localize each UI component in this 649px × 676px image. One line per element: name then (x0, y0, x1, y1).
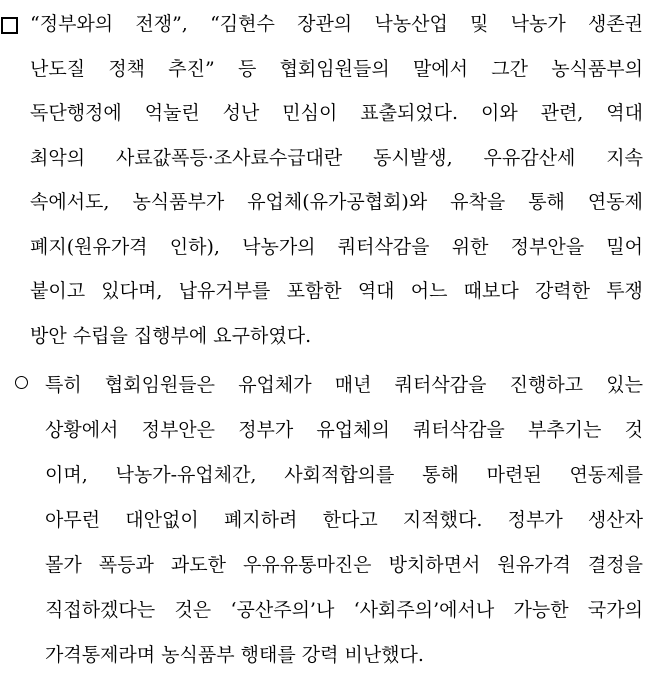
word: 통해 (528, 191, 565, 213)
paragraph2-line (45, 509, 643, 531)
word: 인하), (169, 235, 220, 258)
paragraph1-line (30, 58, 643, 80)
word: 농식품부가 (132, 191, 225, 213)
word: 성난 (222, 102, 260, 124)
word: 때보다 (463, 280, 519, 302)
word: 전쟁”, (135, 13, 188, 35)
word: 붙이고 (30, 280, 86, 302)
word: 유업체가 (238, 374, 312, 396)
word: 표출되었다. (360, 102, 459, 124)
paragraph2-line (45, 464, 643, 486)
word: 등 (237, 57, 257, 80)
word: 및 (470, 13, 489, 35)
paragraph1-line (30, 147, 643, 169)
word: 생산자 (587, 509, 643, 531)
word: 협회임원들은 (104, 374, 216, 396)
paragraph2-line (45, 419, 643, 441)
word: 위한 (451, 235, 489, 258)
word: “김현수 (210, 13, 275, 35)
word: 지적했다. (402, 509, 483, 531)
word: 국가의 (587, 599, 643, 621)
paragraph1-line (30, 102, 643, 124)
word: 대안없이 (125, 509, 199, 531)
word: 폐지(원유가격 (30, 235, 148, 258)
word: 과도한 (170, 554, 226, 576)
word: 상황에서 (45, 419, 119, 441)
word: 한다고 (322, 509, 378, 531)
word: 것 (624, 419, 643, 441)
paragraph2-line (45, 599, 643, 621)
word: 포함한 (286, 280, 342, 302)
word: 지속 (606, 146, 643, 169)
square-bullet-icon (1, 17, 18, 34)
word: 정부가 (238, 419, 294, 441)
word: 정부안을 (510, 235, 585, 258)
word: 생존권 (587, 13, 643, 35)
word: 사회적합의를 (284, 464, 395, 486)
word: 정책 (108, 57, 146, 80)
word: 밀어 (606, 235, 643, 258)
word: 정부가 (507, 509, 563, 531)
word: 협회임원들의 (279, 57, 390, 80)
word: 농식품부의 (551, 57, 643, 80)
word: 낙농산업 (374, 13, 448, 35)
word: 아무런 (45, 509, 101, 531)
word: 유업체의 (316, 419, 390, 441)
paragraph1-line (30, 280, 643, 302)
word: 억눌린 (144, 102, 200, 124)
word: 우유유통마진은 (243, 554, 372, 576)
paragraph1-line (30, 191, 643, 213)
word: 이와 (480, 102, 518, 124)
word: 낙농가-유업체간, (115, 464, 257, 486)
word: 그간 (491, 57, 528, 80)
word: 진행하고 (509, 374, 584, 396)
word: 쿼터삭감을 (337, 235, 430, 258)
paragraph2-line: 가격통제라며 농식품부 행태를 강력 비난했다. (45, 644, 424, 666)
word: 매년 (334, 374, 372, 396)
word: 강력한 (534, 280, 590, 302)
word: 말에서 (412, 57, 468, 80)
word: 가능한 (513, 599, 569, 621)
word: 폭등과 (98, 554, 154, 576)
word: 결정을 (587, 554, 643, 576)
word: 속에서도, (30, 191, 110, 213)
word: 직접하겠다는 (45, 599, 156, 621)
word: 동시발생, (373, 146, 453, 169)
word: 연동제를 (569, 464, 643, 486)
word: 사료값폭등·조사료수급대란 (115, 146, 343, 169)
paragraph1-line (30, 236, 643, 258)
word: 정부안은 (141, 419, 216, 441)
paragraph1-line: 방안 수립을 집행부에 요구하였다. (30, 324, 312, 347)
word: 우유감산세 (483, 146, 576, 169)
word: 최악의 (30, 146, 86, 169)
word: 특히 (45, 374, 82, 396)
word: 납유거부를 (178, 280, 271, 302)
word: 통해 (422, 464, 459, 486)
word: 쿼터삭감을 (394, 374, 487, 396)
word: 어느 (410, 280, 448, 302)
paragraph2-line (45, 554, 643, 576)
word: 독단행정에 (30, 102, 122, 124)
word: 쿼터삭감을 (413, 419, 505, 441)
word: ‘사회주의’에서나 (353, 599, 495, 621)
word: 연동제 (587, 191, 643, 213)
word: 역대 (357, 280, 395, 302)
word: 있는 (606, 374, 643, 396)
word: 마련된 (486, 464, 542, 486)
word: ‘공산주의’나 (230, 599, 335, 621)
word: 원유가격 (497, 554, 571, 576)
word: 유업체(유가공협회)와 (247, 191, 428, 213)
word: 폐지하려 (223, 509, 298, 531)
word: 역대 (606, 102, 643, 124)
word: 방치하면서 (388, 554, 481, 576)
word: 추진” (168, 57, 215, 80)
word: 부추기는 (527, 419, 602, 441)
circle-bullet-icon (15, 376, 28, 389)
word: 낙농가 (510, 13, 566, 35)
word: 낙농가의 (242, 235, 316, 258)
word: 몰가 (45, 554, 82, 576)
word: 장관의 (297, 13, 353, 35)
paragraph2-line (45, 374, 643, 396)
word: 유착을 (450, 191, 506, 213)
word: 것은 (174, 599, 212, 621)
word: 있다며, (101, 280, 163, 302)
word: 난도질 (30, 57, 86, 80)
word: “정부와의 (30, 13, 114, 35)
word: 관련, (540, 102, 584, 124)
word: 투쟁 (606, 280, 643, 302)
word: 이며, (45, 464, 88, 486)
word: 민심이 (282, 102, 338, 124)
paragraph1-line (30, 13, 643, 35)
